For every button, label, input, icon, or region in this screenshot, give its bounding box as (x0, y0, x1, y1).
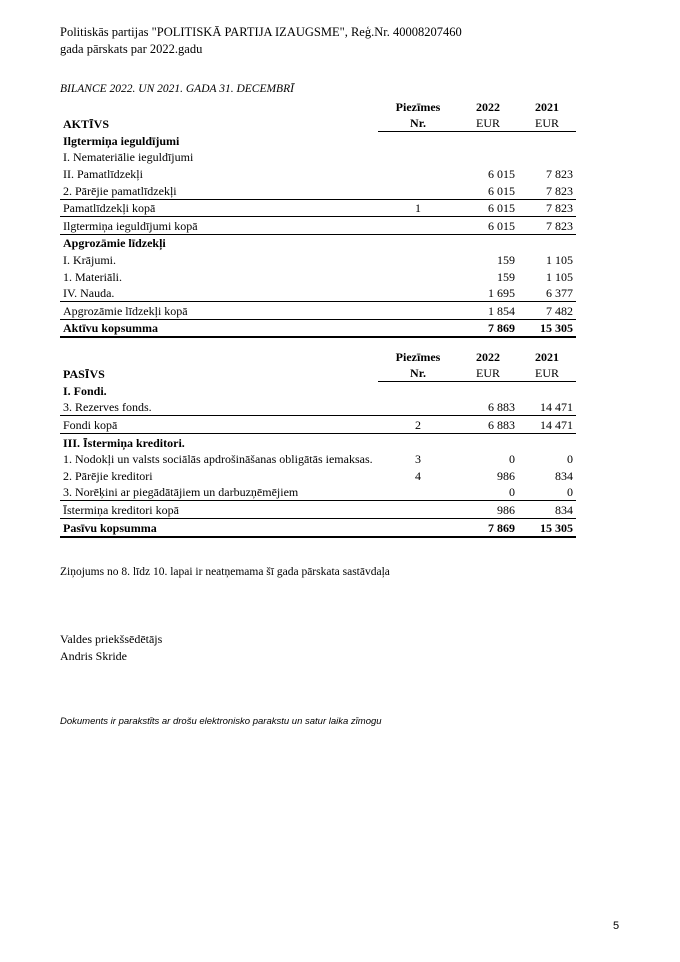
row-value-2022: 986 (497, 468, 515, 483)
table-row (60, 382, 576, 399)
row-value-2021 (518, 433, 576, 450)
row-note (378, 433, 458, 450)
row-note: 3 (415, 452, 421, 467)
document-header-line2: gada pārskats par 2022.gadu (60, 42, 203, 56)
note-column-header: Piezīmes (395, 349, 441, 364)
note-column-subheader: Nr. (378, 365, 458, 382)
row-note (378, 382, 458, 399)
row-label: IV. Nauda. (63, 286, 115, 301)
row-note (378, 251, 458, 268)
row-value-2022: 6 883 (488, 400, 515, 415)
row-note (378, 319, 458, 337)
row-value-2022: 0 (509, 452, 515, 467)
row-value-2021: 7 823 (518, 217, 576, 235)
row-label: 1. Materiāli. (63, 269, 122, 284)
row-value-2021 (518, 149, 576, 166)
row-value-2022 (458, 382, 518, 399)
row-note: 1 (378, 199, 458, 217)
assets-table (60, 98, 576, 338)
row-value-2021: 7 482 (518, 302, 576, 320)
row-value-2022: 159 (497, 252, 515, 267)
row-value-2021 (518, 234, 576, 251)
row-value-2022: 7 869 (458, 319, 518, 337)
row-label: I. Fondi. (63, 383, 107, 398)
row-note (378, 399, 458, 416)
row-note (378, 217, 458, 235)
row-label: 3. Norēķini ar piegādātājiem un darbuzņēmējiem (60, 484, 378, 501)
table-row (60, 319, 576, 337)
row-value-2022 (458, 433, 518, 450)
signature-name: Andris Skride (60, 649, 127, 663)
table-row (60, 302, 576, 320)
table-row (60, 416, 576, 434)
row-value-2021: 0 (567, 452, 573, 467)
row-label: Pamatlīdzekļi kopā (60, 199, 378, 217)
page-number: 5 (613, 920, 620, 932)
row-value-2022: 986 (458, 501, 518, 519)
row-value-2022: 7 869 (458, 518, 518, 536)
row-note (378, 484, 458, 501)
table-row (60, 268, 576, 285)
row-value-2021: 834 (555, 468, 573, 483)
row-note (378, 234, 458, 251)
row-value-2021: 14 471 (518, 416, 576, 434)
row-label: III. Īstermiņa kreditori. (63, 435, 185, 450)
row-value-2021: 1 105 (546, 269, 573, 284)
currency-2022: EUR (458, 365, 518, 382)
row-value-2022: 159 (497, 269, 515, 284)
row-note (378, 268, 458, 285)
row-label: 1. Nodokļi un valsts sociālās apdrošināšanas obligātās iemaksas. (63, 452, 373, 467)
row-label: 2. Pārējie kreditori (63, 468, 153, 483)
currency-2021: EUR (518, 365, 576, 382)
row-note (378, 182, 458, 199)
row-label: 3. Rezerves fonds. (63, 400, 152, 415)
row-value-2022: 6 015 (488, 183, 515, 198)
year-2021-header: 2021 (535, 349, 559, 364)
document-header-line1: Politiskās partijas "POLITISKĀ PARTIJA IZAUGSME", Reģ.Nr. 40008207460 (60, 25, 462, 39)
table-row (60, 433, 576, 450)
table-row (60, 182, 576, 199)
table-row (60, 501, 576, 519)
table-row (60, 518, 576, 536)
row-value-2021: 7 823 (518, 199, 576, 217)
table-row (60, 251, 576, 268)
row-value-2022: 1 854 (458, 302, 518, 320)
row-value-2021: 15 305 (518, 319, 576, 337)
currency-2022: EUR (458, 115, 518, 132)
table-row (60, 199, 576, 217)
row-value-2021 (518, 132, 576, 149)
year-2022-header: 2022 (476, 349, 500, 364)
currency-2021: EUR (518, 115, 576, 132)
row-label: I. Krājumi. (63, 252, 116, 267)
row-value-2021: 1 105 (546, 252, 573, 267)
row-value-2022: 6 015 (488, 166, 515, 181)
note-column-header: Piezīmes (395, 99, 441, 114)
row-value-2021: 7 823 (546, 183, 573, 198)
row-value-2021: 0 (518, 484, 576, 501)
row-label: Apgrozāmie līdzekļi (63, 236, 166, 251)
table-row (60, 484, 576, 501)
row-value-2021 (518, 382, 576, 399)
row-note: 4 (415, 468, 421, 483)
row-note (378, 518, 458, 536)
row-note (378, 132, 458, 149)
report-note: Ziņojums no 8. līdz 10. lapai ir neatņemama šī gada pārskata sastāvdaļa (60, 566, 390, 578)
table-row (60, 132, 576, 149)
esignature-note: Dokuments ir parakstīts ar drošu elektronisko parakstu un satur laika zīmogu (60, 716, 382, 727)
table-row (60, 451, 576, 468)
year-2021-header: 2021 (535, 99, 559, 114)
row-note (378, 501, 458, 519)
row-label: Fondi kopā (60, 416, 378, 434)
row-value-2021: 6 377 (546, 286, 573, 301)
assets-heading: AKTĪVS (63, 116, 110, 131)
row-value-2021: 14 471 (540, 400, 573, 415)
table-row (60, 217, 576, 235)
liabilities-heading: PASĪVS (63, 366, 105, 381)
row-value-2021: 7 823 (546, 166, 573, 181)
row-label: II. Pamatlīdzekļi (63, 166, 143, 181)
table-row (60, 165, 576, 182)
note-column-subheader: Nr. (378, 115, 458, 132)
row-value-2022: 0 (458, 484, 518, 501)
row-note (378, 285, 458, 302)
row-note (378, 149, 458, 166)
table-row (60, 399, 576, 416)
row-label: Ilgtermiņa ieguldījumi (63, 133, 180, 148)
row-label: Aktīvu kopsumma (60, 319, 378, 337)
table-row (60, 234, 576, 251)
row-value-2022: 6 015 (458, 199, 518, 217)
row-value-2022: 6 883 (458, 416, 518, 434)
balance-title: BILANCE 2022. UN 2021. GADA 31. DECEMBRĪ (60, 83, 294, 95)
row-note: 2 (378, 416, 458, 434)
row-value-2022 (458, 234, 518, 251)
row-value-2022: 6 015 (458, 217, 518, 235)
liabilities-table (60, 348, 576, 538)
row-note (378, 302, 458, 320)
row-label: Ilgtermiņa ieguldījumi kopā (60, 217, 378, 235)
row-note (378, 165, 458, 182)
row-label: Pasīvu kopsumma (60, 518, 378, 536)
row-label: Īstermiņa kreditori kopā (60, 501, 378, 519)
row-value-2021: 834 (518, 501, 576, 519)
table-row (60, 149, 576, 166)
row-value-2021: 15 305 (518, 518, 576, 536)
row-value-2022 (458, 149, 518, 166)
row-label: I. Nemateriālie ieguldījumi (63, 150, 194, 165)
signature-role: Valdes priekšsēdētājs (60, 632, 163, 646)
row-label: 2. Pārējie pamatlīdzekļi (63, 183, 177, 198)
table-row (60, 467, 576, 484)
table-row (60, 285, 576, 302)
year-2022-header: 2022 (476, 99, 500, 114)
row-value-2022: 1 695 (488, 286, 515, 301)
row-value-2022 (458, 132, 518, 149)
row-label: Apgrozāmie līdzekļi kopā (60, 302, 378, 320)
